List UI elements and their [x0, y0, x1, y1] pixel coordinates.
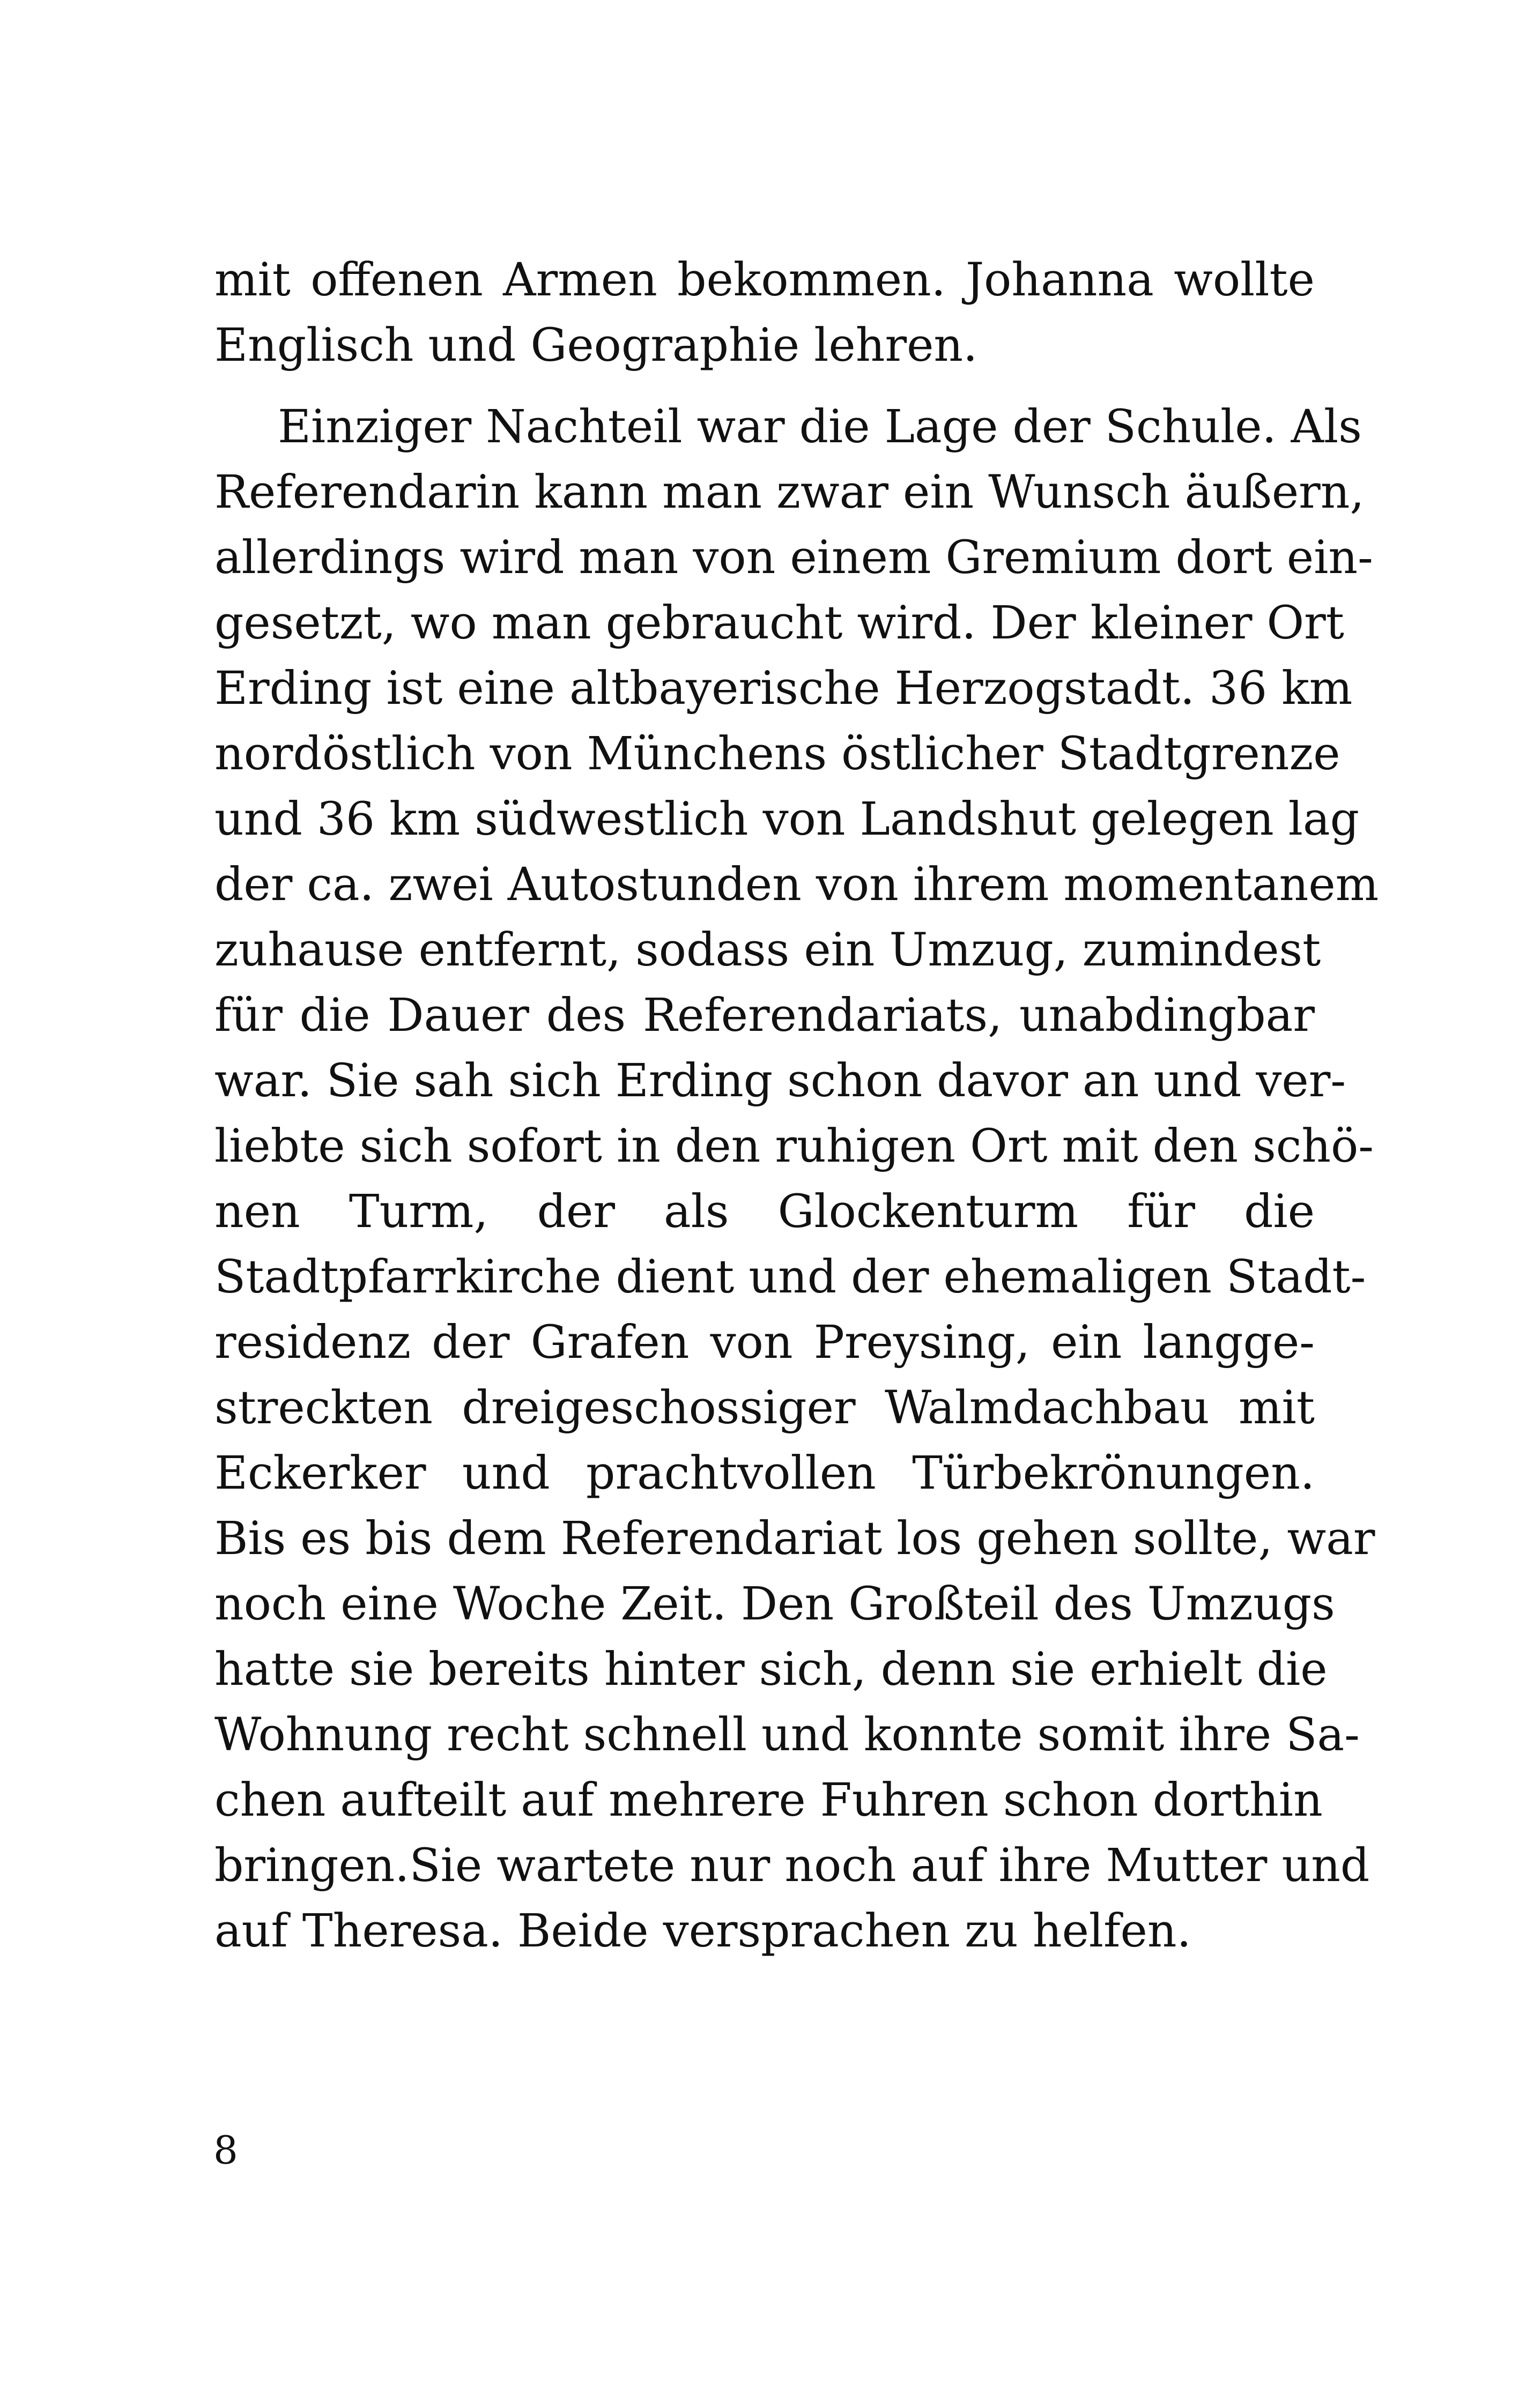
text-line: Erding ist eine altbayerische Herzogstadt. 36 km	[214, 662, 1353, 715]
text-line: chen aufteilt auf mehrere Fuhren schon dorthin	[214, 1774, 1323, 1827]
text-line: streckten dreigeschossiger Walmdachbau mit	[214, 1381, 1315, 1435]
text-line: bringen.Sie wartete nur noch auf ihre Mutter und	[214, 1839, 1370, 1892]
body-text	[214, 248, 1379, 1964]
text-line: Wohnung recht schnell und konnte somit ihre Sa-	[214, 1708, 1360, 1762]
text-line: gesetzt, wo man gebraucht wird. Der kleiner Ort	[214, 597, 1344, 650]
text-line: mit offenen Armen bekommen. Johanna wollte	[214, 254, 1315, 307]
text-line: Stadtpfarrkirche dient und der ehemaligen Stadt-	[214, 1251, 1366, 1304]
text-line: war. Sie sah sich Erding schon davor an und ver-	[214, 1054, 1346, 1108]
text-line: allerdings wird man von einem Gremium dort ein-	[214, 531, 1373, 584]
text-line: Bis es bis dem Referendariat los gehen sollte, war	[214, 1512, 1375, 1565]
text-line: für die Dauer des Referendariats, unabdingbar	[214, 989, 1315, 1042]
text-line: Eckerker und prachtvollen Türbekrönungen.	[214, 1447, 1315, 1500]
text-line: Einziger Nachteil war die Lage der Schule. Als	[278, 400, 1362, 454]
text-line: Englisch und Geographie lehren.	[214, 319, 978, 372]
text-line: hatte sie bereits hinter sich, denn sie erhielt die	[214, 1643, 1328, 1696]
text-line: und 36 km südwestlich von Landshut gelegen lag	[214, 793, 1360, 846]
text-line: zuhause entfernt, sodass ein Umzug, zumindest	[214, 924, 1321, 977]
text-line: nordöstlich von Münchens östlicher Stadtgrenze	[214, 727, 1340, 781]
text-line: noch eine Woche Zeit. Den Großteil des Umzugs	[214, 1578, 1335, 1631]
text-line: auf Theresa. Beide versprachen zu helfen.	[214, 1905, 1191, 1958]
text-line: liebte sich sofort in den ruhigen Ort mit den schö-	[214, 1120, 1374, 1173]
page-number: 8	[213, 2128, 238, 2173]
text-line: Referendarin kann man zwar ein Wunsch äußern,	[214, 466, 1365, 519]
text-line: nen Turm, der als Glockenturm für die	[214, 1185, 1315, 1238]
paragraph-gap	[214, 378, 1315, 395]
text-line: der ca. zwei Autostunden von ihrem momentanem	[214, 858, 1379, 911]
text-line: residenz der Grafen von Preysing, ein langge-	[214, 1316, 1315, 1369]
